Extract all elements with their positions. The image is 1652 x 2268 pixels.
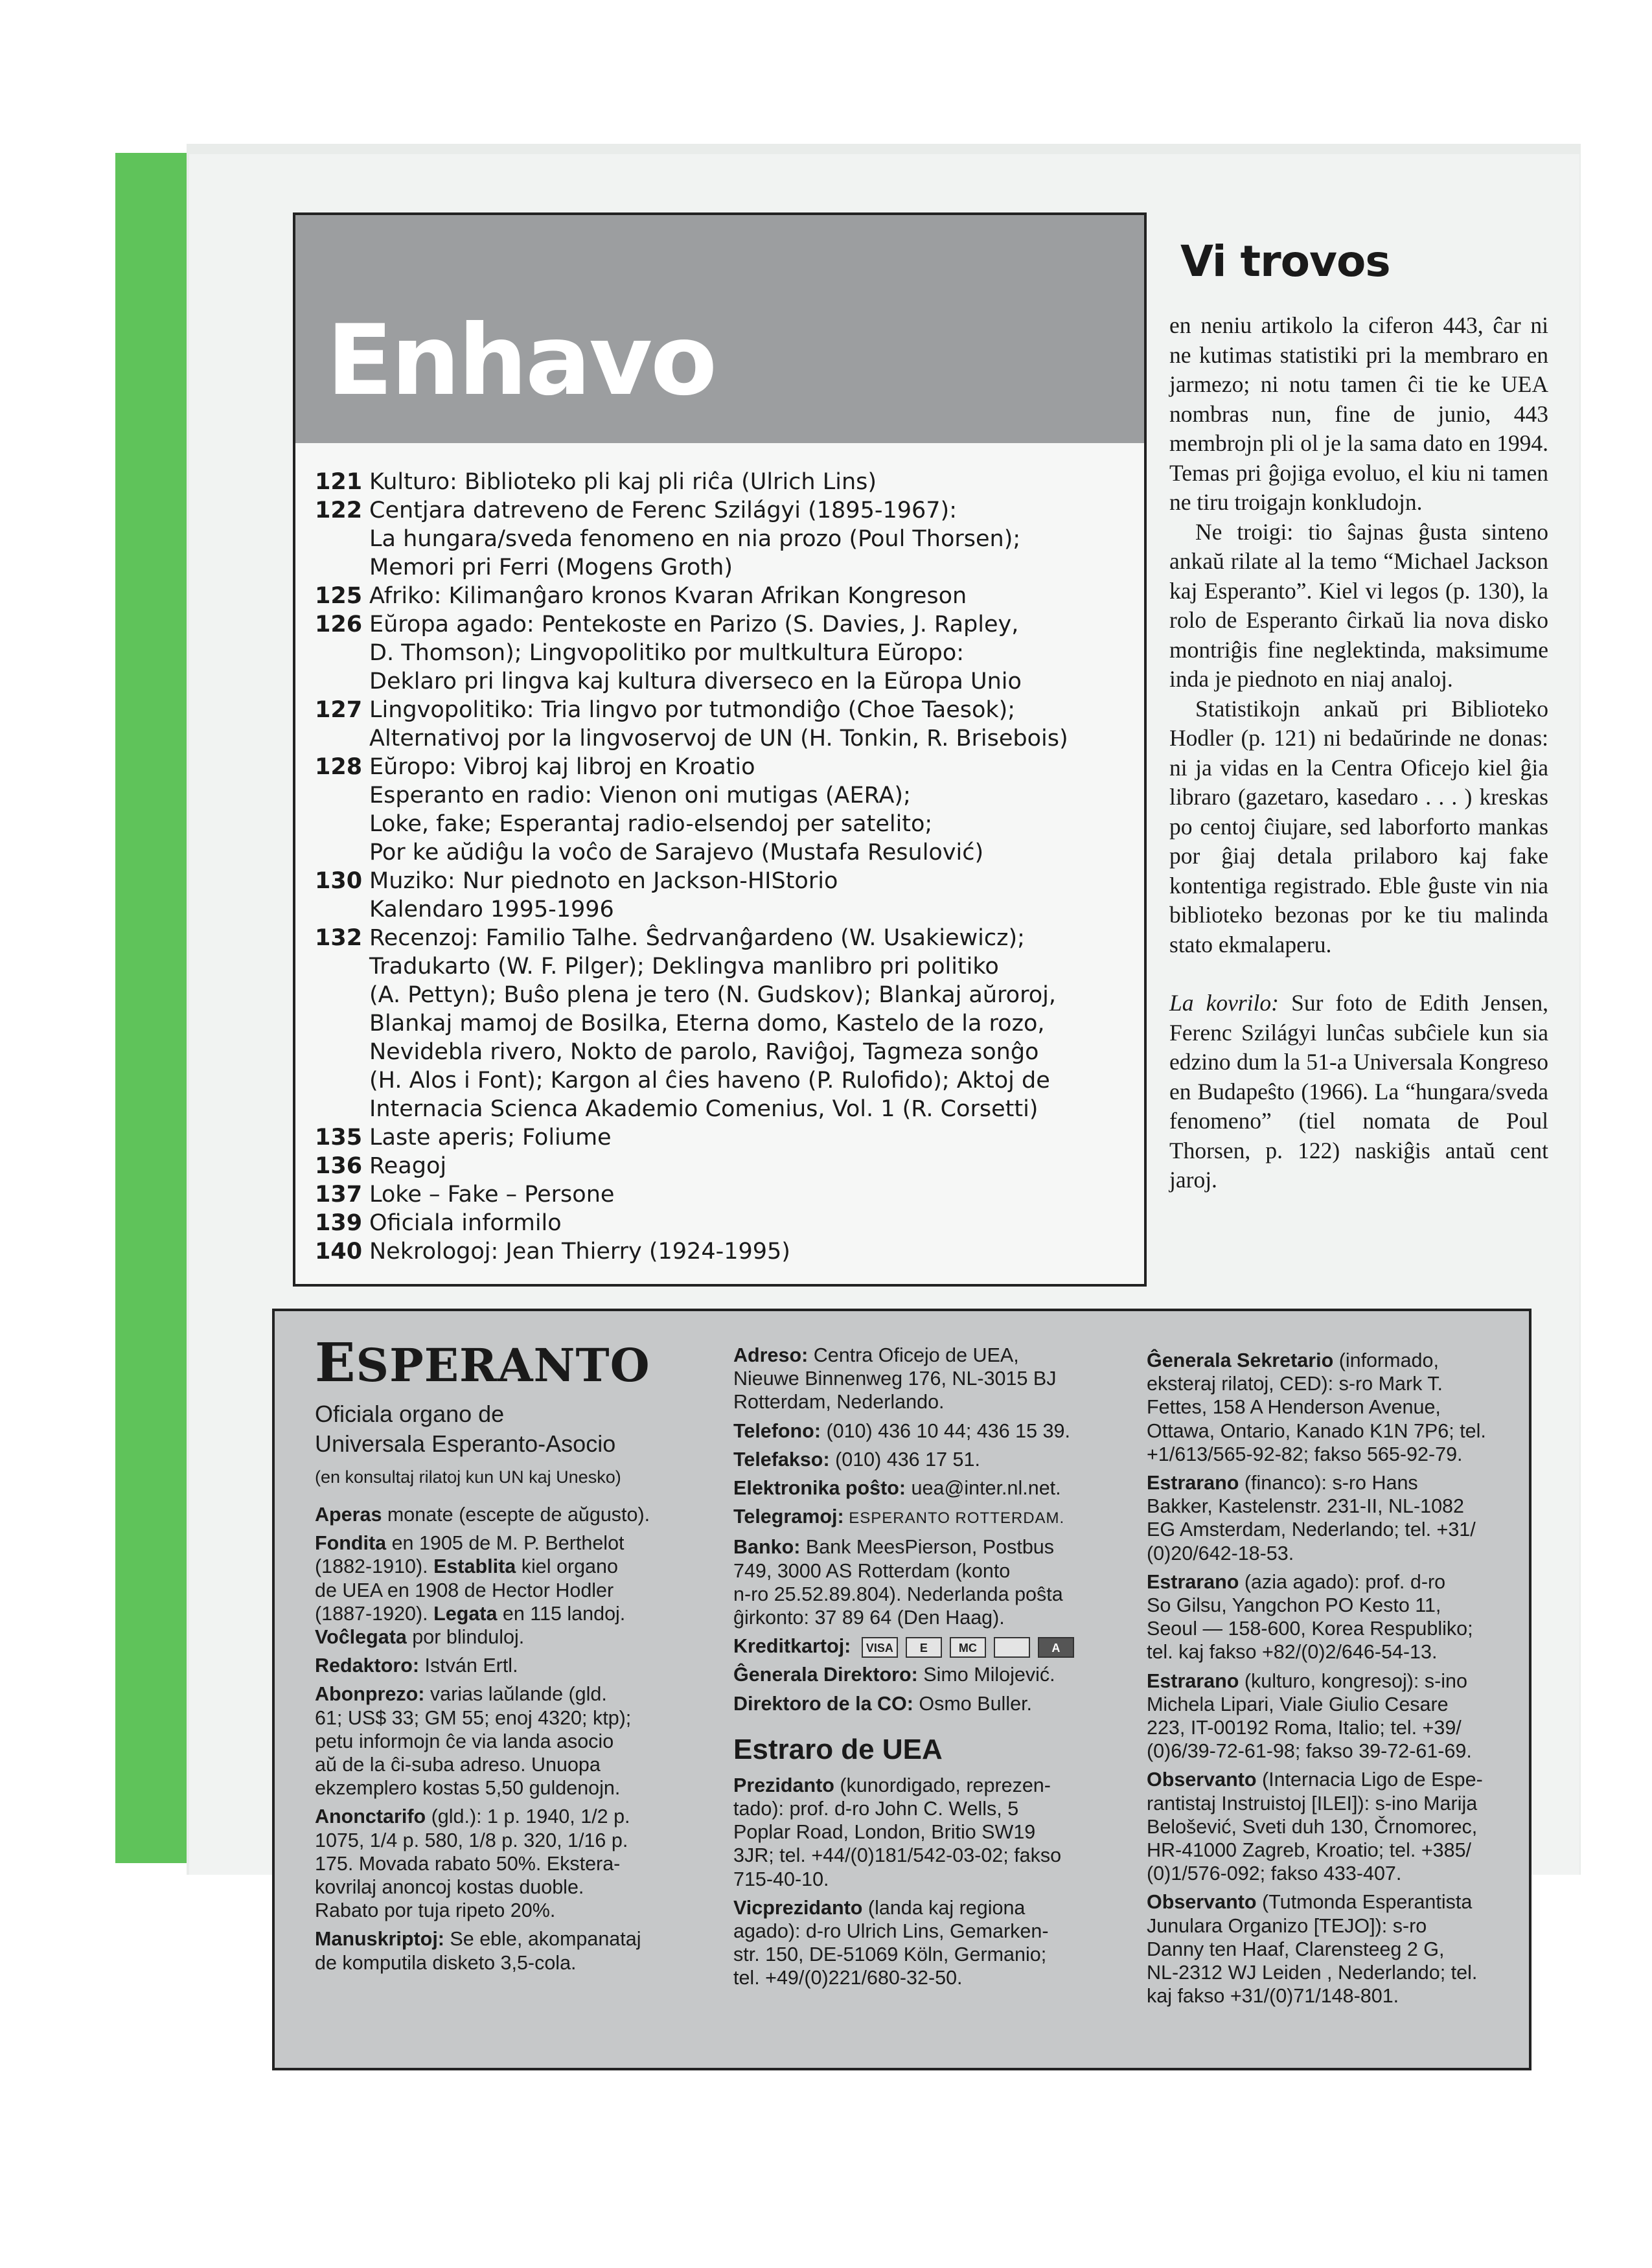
adreso-text: Centra Oficejo de UEA, xyxy=(808,1344,1019,1366)
adreso-info xyxy=(733,1344,1122,1414)
toc-page-number: 128 xyxy=(315,754,363,780)
toc-entry-line: Oficiala informilo xyxy=(369,1210,562,1236)
magazine-title-initial: E xyxy=(315,1332,356,1394)
toc-list xyxy=(315,468,1131,1266)
board-member-role: Estrarano xyxy=(1147,1472,1239,1495)
toc-entry-line: Kulturo: Biblioteko pli kaj pli riĉa (Ulrich Lins) xyxy=(369,469,877,495)
toc-page-number: 130 xyxy=(315,868,363,894)
toc-entry xyxy=(315,1180,1131,1209)
prezidanto-label: Prezidanto xyxy=(733,1774,834,1796)
board-member-text: Bakker, Kastelenstr. 231-II, NL-1082 xyxy=(1147,1495,1464,1518)
toc-entry xyxy=(315,1123,1131,1152)
legata-text: en 115 landoj. xyxy=(497,1602,626,1625)
subtitle-line: Universala Esperanto-Asocio xyxy=(315,1430,616,1457)
board-member-text: So Gilsu, Yangchon PO Kesto 11, xyxy=(1147,1594,1441,1617)
toc-entry-text xyxy=(369,1180,1131,1209)
redaktoro-info xyxy=(315,1654,678,1677)
toc-entry-line: Muziko: Nur piednoto en Jackson-HIStorio xyxy=(369,868,838,894)
toc-page-number: 122 xyxy=(315,498,363,523)
board-member-info xyxy=(1147,1669,1522,1763)
board-member-line xyxy=(1147,1570,1522,1594)
board-member-text: (Internacia Ligo de Espe- xyxy=(1256,1769,1483,1791)
toc-entry-line: Loke, fake; Esperantaj radio-elsendoj per satelito; xyxy=(369,811,933,837)
toc-page-number: 126 xyxy=(315,612,363,637)
vicprezidanto-text: tel. +49/(0)221/680-32-50. xyxy=(733,1967,963,1989)
abonprezo-text: petu informojn ĉe via landa asocio xyxy=(315,1730,614,1752)
telegramoj-info xyxy=(733,1505,1122,1530)
board-member-text: HR-41000 Zagreb, Kroatio; tel. +385/ xyxy=(1147,1839,1472,1862)
toc-entry-line: Blankaj mamoj de Bosilka, Eterna domo, Kastelo de la rozo, xyxy=(369,1011,1045,1037)
toc-entry-line: Centjara datreveno de Ferenc Szilágyi (1895-1967): xyxy=(369,498,957,523)
toc-entry-text xyxy=(369,1123,1131,1152)
prezidanto-text: Poplar Road, London, Britio SW19 xyxy=(733,1821,1036,1844)
toc-entry-line: D. Thomson); Lingvopolitiko por multkultura Eŭropo: xyxy=(369,640,965,666)
anonctarifo-text: 175. Movada rabato 50%. Ekstera- xyxy=(315,1852,621,1875)
board-member-text: eksteraj rilatoj, CED): s-ro Mark T. xyxy=(1147,1373,1443,1395)
banko-text: ĝirkonto: 37 89 64 (Den Haag). xyxy=(733,1607,1005,1629)
toc-entry-line: Loke – Fake – Persone xyxy=(369,1182,615,1208)
toc-entry-text xyxy=(369,1237,1131,1266)
redaktoro-label: Redaktoro: xyxy=(315,1655,419,1677)
magazine-title xyxy=(315,1332,678,1394)
board-member-line xyxy=(1147,1890,1522,1914)
editorial-paragraph: Statistikojn ankaŭ pri Biblioteko Hodler (p. 121) ni bedaŭrinde ne donas: ni ja vidas en la Centra Oficejo kiel ĝia libraro (gazetaro, kasedaro . . . ) kreskas po centoj ĉiujare, sed laborforto mankas por ĝiaj detala prilaboro kaj fake kontentiga registrado. Eble ĝuste vin nia biblioteko bezonas por ke tiu malinda stato ekmalaperu. xyxy=(1169,695,1548,957)
board-member-text: Belošević, Sveti duh 130, Črnomorec, xyxy=(1147,1815,1478,1838)
toc-entry xyxy=(315,496,1131,582)
toc-title: Enhavo xyxy=(327,304,716,417)
direktoro-label: Ĝenerala Direktoro: xyxy=(733,1664,918,1686)
aperas-label: Aperas xyxy=(315,1504,382,1526)
direktoro-text: Simo Milojević. xyxy=(917,1664,1055,1686)
toc-page-number: 140 xyxy=(315,1239,363,1265)
fondita-text: en 1905 de M. P. Berthelot xyxy=(386,1532,625,1555)
magazine-title-rest: SPERANTO xyxy=(356,1338,650,1392)
cover-caption-text: Sur foto de Edith Jensen, Ferenc Szilágyi lunĉas subĉiele kun sia edzino dum la 51-a Universala Kongreso en Budapeŝto (1966). La “hungara/sveda fenomeno” (tiel nomata de Poul Thorsen, p. 122) naskiĝis antaŭ cent jaroj. xyxy=(1169,990,1548,1193)
masthead-column-3 xyxy=(1147,1349,1522,2013)
legata-label: Legata xyxy=(433,1602,498,1625)
toc-entry-text xyxy=(369,867,1131,924)
co-direktoro-info xyxy=(733,1692,1122,1715)
board-member-role: Ĝenerala Sekretario xyxy=(1147,1349,1334,1371)
masthead-column-1 xyxy=(315,1332,678,1980)
board-member-line xyxy=(1147,1471,1522,1495)
email-label: Elektronika poŝto: xyxy=(733,1477,906,1500)
telegramoj-label: Telegramoj: xyxy=(733,1506,844,1528)
editorial-text xyxy=(1169,311,1548,1195)
toc-page-number: 121 xyxy=(315,469,363,495)
toc-page-number: 139 xyxy=(315,1210,363,1236)
toc-page-number: 125 xyxy=(315,583,363,609)
prezidanto-text: (kunordigado, reprezen- xyxy=(834,1774,1051,1796)
toc-entry-text xyxy=(369,1152,1131,1180)
toc-entry-line: (A. Pettyn); Buŝo plena je tero (N. Gudskov); Blankaj aŭroroj, xyxy=(369,982,1056,1008)
co-direktoro-label: Direktoro de la CO: xyxy=(733,1692,913,1715)
board-member-role: Observanto xyxy=(1147,1891,1257,1914)
establita-label: Establita xyxy=(433,1555,516,1578)
manuskriptoj-label: Manuskriptoj: xyxy=(315,1928,444,1951)
vicprezidanto-label: Vicprezidanto xyxy=(733,1896,863,1919)
vicprezidanto-text: (landa kaj regiona xyxy=(862,1896,1026,1919)
board-member-text: (0)20/642-18-53. xyxy=(1147,1542,1294,1564)
visa-card-icon: VISA xyxy=(862,1637,898,1658)
board-member-text: 223, IT-00192 Roma, Italio; tel. +39/ xyxy=(1147,1717,1462,1739)
toc-entry-line: Esperanto en radio: Vienon oni mutigas (AERA); xyxy=(369,783,911,808)
toc-entry-line: Nevidebla rivero, Nokto de parolo, Raviĝoj, Tagmeza sonĝo xyxy=(369,1039,1039,1065)
banko-label: Banko: xyxy=(733,1536,801,1559)
email-info xyxy=(733,1476,1122,1500)
masthead-box xyxy=(272,1309,1532,2070)
fondita-text: (1882-1910). xyxy=(315,1555,434,1578)
banko-text: 749, 3000 AS Rotterdam (konto xyxy=(733,1559,1011,1582)
toc-page-number: 136 xyxy=(315,1153,363,1179)
prezidanto-text: tado): prof. d-ro John C. Wells, 5 xyxy=(733,1798,1019,1820)
banko-text: Bank MeesPierson, Postbus xyxy=(800,1536,1054,1559)
board-member-text: Ottawa, Ontario, Kanado K1N 7P6; tel. xyxy=(1147,1419,1486,1442)
telefono-text: (010) 436 10 44; 436 15 39. xyxy=(820,1419,1070,1442)
toc-entry-line: Internacia Scienca Akademio Comenius, Vol. 1 (R. Corsetti) xyxy=(369,1096,1038,1122)
toc-entry xyxy=(315,753,1131,867)
board-member-text: (0)1/576-092; fakso 433-407. xyxy=(1147,1862,1402,1885)
toc-entry xyxy=(315,696,1131,753)
board-member-text: Junulara Organizo [TEJO]): s-ro xyxy=(1147,1914,1427,1937)
toc-entry-text xyxy=(369,468,1131,496)
toc-entry-text xyxy=(369,496,1131,582)
board-member-line xyxy=(1147,1669,1522,1693)
credit-card-icons xyxy=(862,1637,1074,1658)
toc-entry-line: (H. Alos i Font); Kargon al ĉies haveno (P. Rulofido); Aktoj de xyxy=(369,1068,1050,1094)
fondita-text: de UEA en 1908 de Hector Hodler xyxy=(315,1579,614,1601)
board-member-text: Michela Lipari, Viale Giulio Cesare xyxy=(1147,1693,1449,1715)
board-member-line xyxy=(1147,1349,1522,1372)
toc-entry-line: Tradukarto (W. F. Pilger); Deklingva manlibro pri politiko xyxy=(369,954,999,979)
editorial-paragraph: en neniu artikolo la ciferon 443, ĉar ni ne kutimas statistiki pri la membraro en jarmezo; ni notu tamen ĉi tie ke UEA nombras nun, fine de junio, 443 membrojn pli ol je la sama dato en 1994. Temas pri ĝojiga evoluo, el kiu ni tamen ne tiru troigajn konkludojn. xyxy=(1169,312,1548,515)
aperas-info xyxy=(315,1503,678,1526)
editorial-title: Vi trovos xyxy=(1180,236,1390,286)
fondita-text: (1887-1920). xyxy=(315,1602,434,1625)
vicprezidanto-text: str. 150, DE-51069 Köln, Germanio; xyxy=(733,1943,1047,1966)
board-member-text: (financo): s-ro Hans xyxy=(1239,1472,1418,1495)
card-icon xyxy=(994,1637,1030,1658)
prezidanto-info xyxy=(733,1774,1122,1891)
toc-entry-line: Eŭropo: Vibroj kaj libroj en Kroatio xyxy=(369,754,755,780)
toc-entry-line: Alternativoj por la lingvoservoj de UN (H. Tonkin, R. Brisebois) xyxy=(369,726,1068,751)
board-member-text: Danny ten Haaf, Clarensteeg 2 G, xyxy=(1147,1938,1445,1960)
direktoro-info xyxy=(733,1663,1122,1686)
board-member-text: (kulturo, kongresoj): s-ino xyxy=(1239,1669,1467,1692)
toc-entry xyxy=(315,1209,1131,1237)
redaktoro-text: István Ertl. xyxy=(419,1655,518,1677)
vicprezidanto-text: agado): d-ro Ulrich Lins, Gemarken- xyxy=(733,1920,1049,1943)
manuskriptoj-text: Se eble, akompanataj xyxy=(444,1928,641,1951)
abonprezo-text: 61; US$ 33; GM 55; enoj 4320; ktp); xyxy=(315,1706,632,1729)
board-member-text: (0)6/39-72-61-98; fakso 39-72-61-69. xyxy=(1147,1740,1472,1763)
board-member-text: Seoul — 158-600, Korea Respubliko; xyxy=(1147,1618,1473,1640)
editorial-paragraph: Ne troigi: tio ŝajnas ĝusta sinteno ankaŭ rilate al la temo “Michael Jackson kaj Esperanto”. Kiel vi legos (p. 130), la rolo de Esperanto ĉirkaŭ lia nova disko montriĝis fine neglektinda, maksimume inda je piednoto en niaj analoj. xyxy=(1169,518,1548,692)
board-member-text: EG Amsterdam, Nederlando; tel. +31/ xyxy=(1147,1518,1476,1541)
prezidanto-text: 715-40-10. xyxy=(733,1868,829,1890)
abonprezo-info xyxy=(315,1682,678,1800)
abonprezo-text: varias laŭlande (gld. xyxy=(424,1683,607,1706)
board-member-text: Fettes, 158 A Henderson Avenue, xyxy=(1147,1396,1441,1419)
board-member-line xyxy=(1147,1768,1522,1791)
board-member-info xyxy=(1147,1471,1522,1565)
banko-text: n-ro 25.52.89.804). Nederlanda poŝta xyxy=(733,1583,1063,1605)
kreditkartoj-info xyxy=(733,1634,1122,1658)
manuskriptoj-info xyxy=(315,1927,678,1974)
board-title: Estraro de UEA xyxy=(733,1733,943,1765)
toc-entry xyxy=(315,468,1131,496)
voclegata-label: Voĉlegata xyxy=(315,1626,407,1649)
board-member-text: (informado, xyxy=(1333,1349,1439,1371)
toc-entry xyxy=(315,1152,1131,1180)
toc-entry-line: Eŭropa agado: Pentekoste en Parizo (S. Davies, J. Rapley, xyxy=(369,612,1019,637)
board-member-role: Estrarano xyxy=(1147,1669,1239,1692)
board-member-info xyxy=(1147,1890,1522,2008)
toc-entry xyxy=(315,867,1131,924)
toc-entry-line: Reagoj xyxy=(369,1153,447,1179)
anonctarifo-text: (gld.): 1 p. 1940, 1/2 p. xyxy=(426,1805,630,1828)
aperas-text: monate (escepte de aŭgusto). xyxy=(382,1504,650,1526)
cover-caption xyxy=(1169,989,1548,1195)
toc-entry xyxy=(315,610,1131,696)
toc-entry-line: Laste aperis; Foliume xyxy=(369,1125,612,1151)
manuskriptoj-text: de komputila disketo 3,5-cola. xyxy=(315,1951,577,1974)
toc-entry-line: Por ke aŭdiĝu la voĉo de Sarajevo (Mustafa Resulović) xyxy=(369,840,984,865)
abonprezo-label: Abonprezo: xyxy=(315,1683,425,1706)
abonprezo-text: ekzemplero kostas 5,50 guldenojn. xyxy=(315,1777,621,1800)
vicprezidanto-info xyxy=(733,1896,1122,1990)
establita-text: kiel organo xyxy=(516,1555,618,1578)
voclegata-text: por blinduloj. xyxy=(406,1626,525,1649)
fondita-info xyxy=(315,1531,678,1649)
amex-card-icon: A xyxy=(1038,1637,1074,1658)
toc-page-number: 135 xyxy=(315,1125,363,1151)
board-member-text: (Tutmonda Esperantista xyxy=(1256,1891,1473,1914)
masthead-column-2 xyxy=(733,1344,1122,1995)
toc-entry-text xyxy=(369,582,1131,610)
toc-entry-line: Afriko: Kilimanĝaro kronos Kvaran Afrikan Kongreson xyxy=(369,583,967,609)
anonctarifo-info xyxy=(315,1805,678,1922)
telefakso-text: (010) 436 17 51. xyxy=(829,1448,980,1471)
board-member-text: NL-2312 WJ Leiden , Nederlando; tel. xyxy=(1147,1962,1478,1984)
green-cover-strip xyxy=(115,153,192,1863)
consultative-note: (en konsultaj rilatoj kun UN kaj Unesko) xyxy=(315,1467,621,1487)
board-member-text: kaj fakso +31/(0)71/148-801. xyxy=(1147,1985,1399,2008)
board-member-text: tel. kaj fakso +82/(0)2/646-54-13. xyxy=(1147,1641,1438,1664)
toc-page-number: 137 xyxy=(315,1182,363,1208)
anonctarifo-label: Anonctarifo xyxy=(315,1805,426,1828)
board-member-text: (azia agado): prof. d-ro xyxy=(1239,1570,1446,1593)
co-direktoro-text: Osmo Buller. xyxy=(913,1692,1033,1715)
board-member-info xyxy=(1147,1349,1522,1466)
board-member-role: Observanto xyxy=(1147,1769,1257,1791)
telefono-info xyxy=(733,1419,1122,1443)
toc-page-number: 132 xyxy=(315,925,363,951)
toc-entry-line: Nekrologoj: Jean Thierry (1924-1995) xyxy=(369,1239,790,1265)
toc-entry-line: La hungara/sveda fenomeno en nia prozo (Poul Thorsen); xyxy=(369,526,1021,552)
board-member-info xyxy=(1147,1570,1522,1664)
kreditkartoj-label: Kreditkartoj: xyxy=(733,1635,851,1658)
adreso-text: Rotterdam, Nederlando. xyxy=(733,1391,945,1414)
toc-entry-text xyxy=(369,753,1131,867)
board-member-text: +1/613/565-92-82; fakso 565-92-79. xyxy=(1147,1443,1463,1465)
toc-entry-line: Lingvopolitiko: Tria lingvo por tutmondiĝo (Choe Taesok); xyxy=(369,697,1016,723)
telefono-label: Telefono: xyxy=(733,1419,821,1442)
email-text: uea@inter.nl.net. xyxy=(906,1477,1061,1500)
board-member-info xyxy=(1147,1768,1522,1885)
anonctarifo-text: 1075, 1/4 p. 580, 1/8 p. 320, 1/16 p. xyxy=(315,1829,628,1851)
magazine-subtitle xyxy=(315,1399,678,1459)
mastercard-icon: MC xyxy=(950,1637,986,1658)
toc-entry xyxy=(315,924,1131,1123)
eurocard-icon: E xyxy=(906,1637,942,1658)
toc-entry-text xyxy=(369,924,1131,1123)
toc-entry xyxy=(315,582,1131,610)
toc-entry xyxy=(315,1237,1131,1266)
banko-info xyxy=(733,1535,1122,1629)
anonctarifo-text: kovrilaj anoncoj kostas duoble. xyxy=(315,1876,584,1899)
table-of-contents xyxy=(293,212,1147,1287)
toc-entry-text xyxy=(369,610,1131,696)
telefakso-label: Telefakso: xyxy=(733,1448,830,1471)
toc-page-number: 127 xyxy=(315,697,363,723)
subtitle-line: Oficiala organo de xyxy=(315,1401,505,1427)
toc-entry-line: Kalendaro 1995-1996 xyxy=(369,897,614,922)
adreso-label: Adreso: xyxy=(733,1344,809,1366)
abonprezo-text: aŭ de la ĉi-suba adreso. Unuopa xyxy=(315,1754,601,1776)
telegramoj-text: ESPERANTO ROTTERDAM. xyxy=(843,1509,1065,1528)
anonctarifo-text: Rabato por tuja ripeto 20%. xyxy=(315,1899,556,1922)
prezidanto-text: 3JR; tel. +44/(0)181/542-03-02; fakso xyxy=(733,1844,1062,1867)
cover-caption-label: La kovrilo: xyxy=(1169,990,1279,1016)
fondita-label: Fondita xyxy=(315,1532,387,1555)
telefakso-info xyxy=(733,1448,1122,1471)
board-member-text: rantistaj Instruistoj [ILEI]): s-ino Marija xyxy=(1147,1792,1478,1815)
toc-entry-text xyxy=(369,1209,1131,1237)
toc-entry-line: Memori pri Ferri (Mogens Groth) xyxy=(369,555,733,580)
toc-entry-text xyxy=(369,696,1131,753)
toc-entry-line: Recenzoj: Familio Talhe. Ŝedrvanĝardeno (W. Usakiewicz); xyxy=(369,925,1025,951)
board-member-role: Estrarano xyxy=(1147,1570,1239,1593)
adreso-text: Nieuwe Binnenweg 176, NL-3015 BJ xyxy=(733,1368,1057,1390)
toc-entry-line: Deklaro pri lingva kaj kultura diverseco en la Eŭropa Unio xyxy=(369,669,1022,694)
